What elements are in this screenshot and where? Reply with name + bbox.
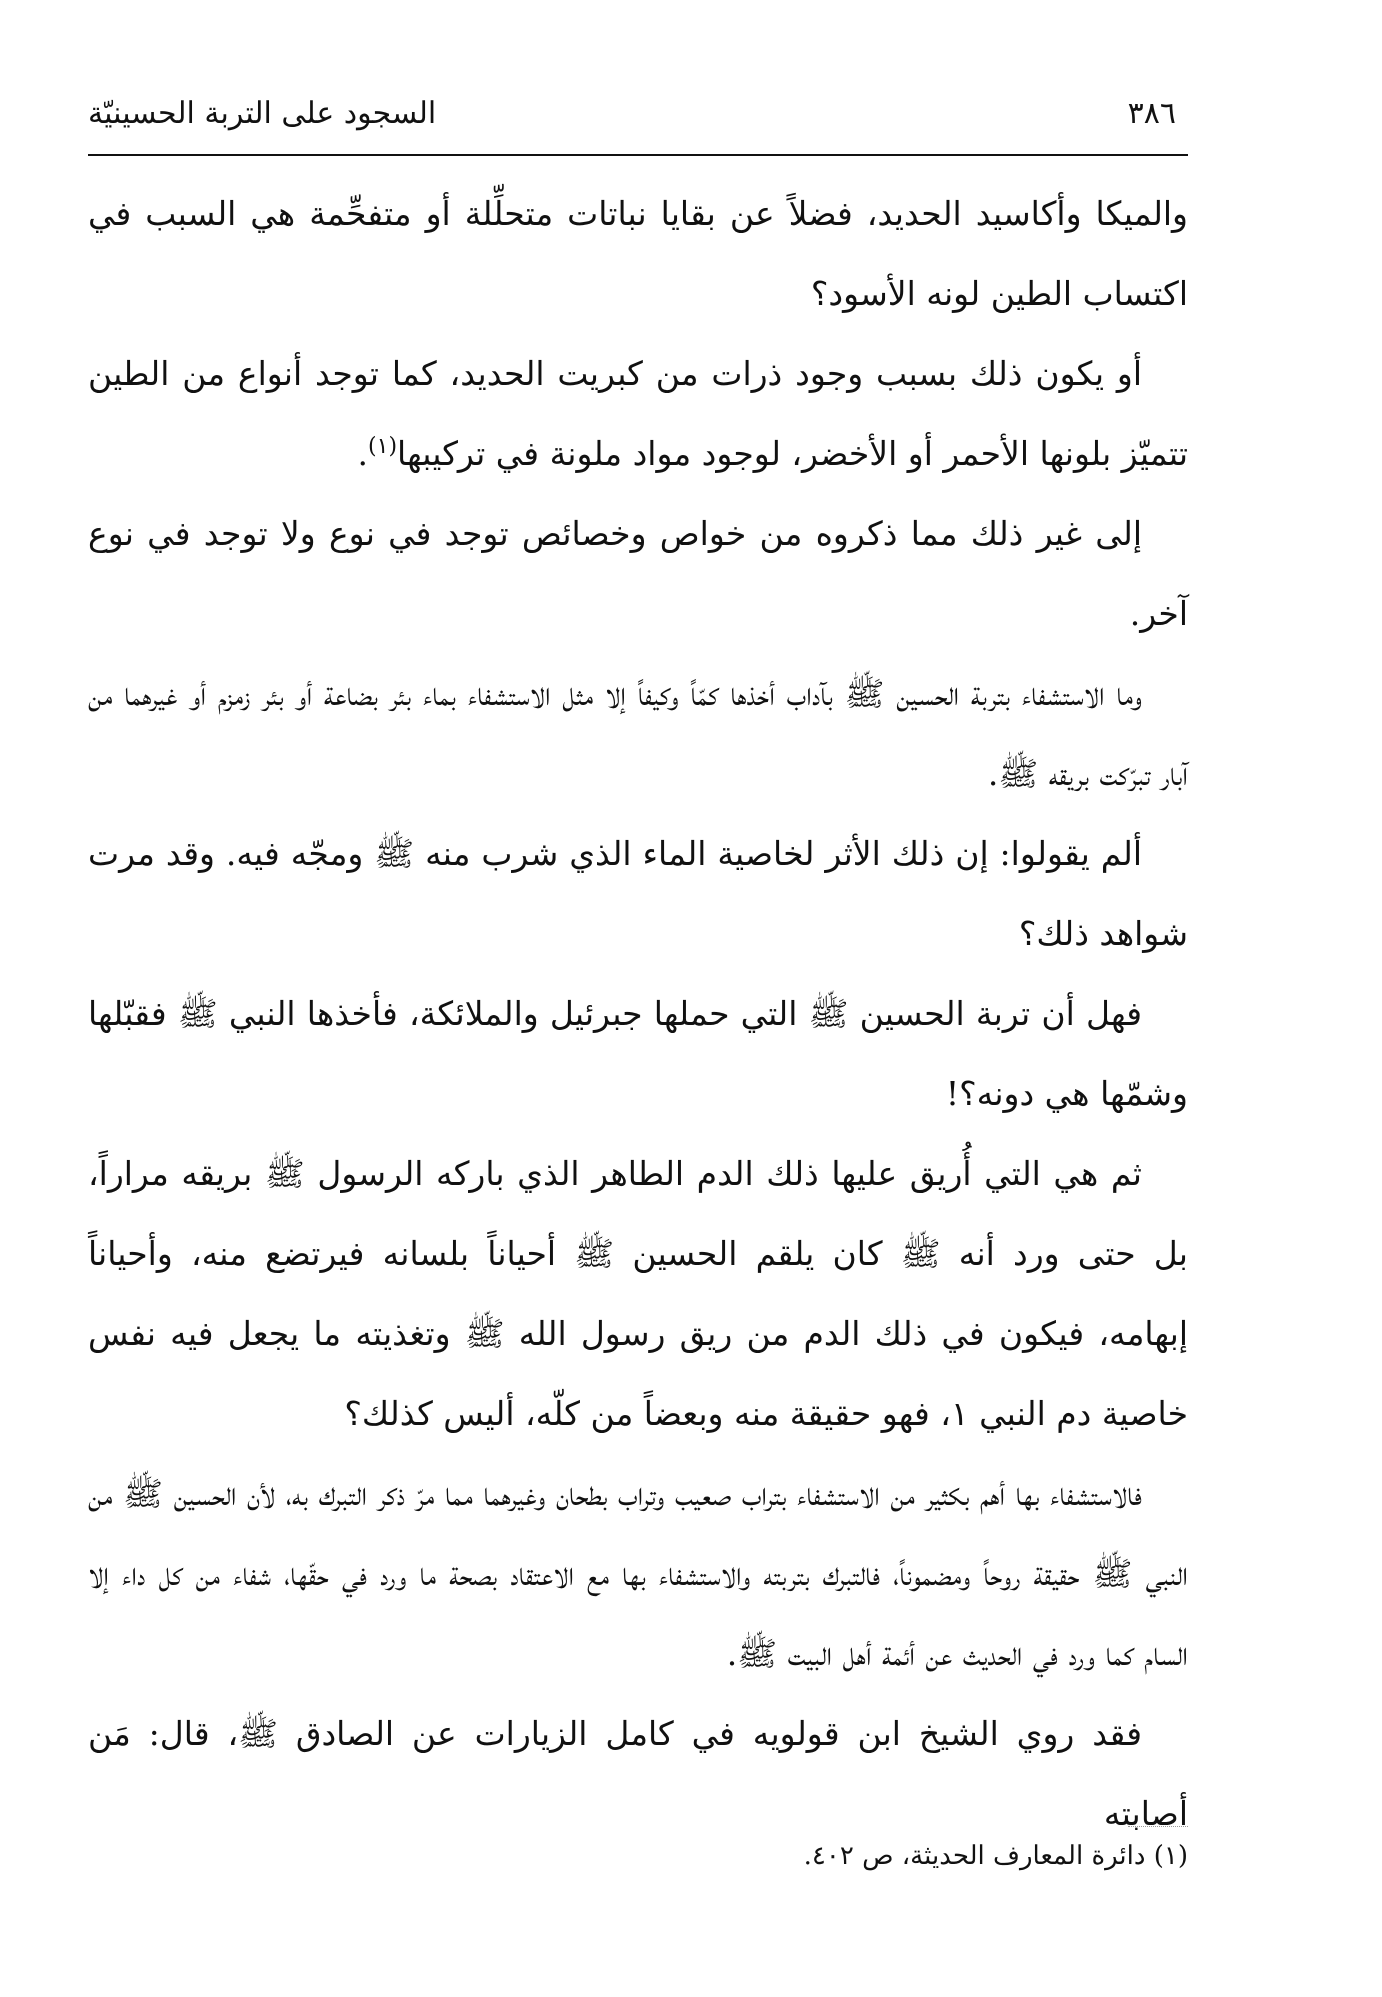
paragraph-7: ثم هي التي أُريق عليها ذلك الدم الطاهر الذي باركه الرسول ﷺ بريقه مراراً، بل حتى ورد أنه ﷺ كان يلقم الحسين ﷺ أحياناً بلسانه فيرتضع منه، وأحياناً إبهامه، فيكون في ذلك الدم من ريق رسول الله ﷺ وتغذيته ما يجعل فيه نفس خاصية دم النبي ١، فهو حقيقة منه وبعضاً من كلّه، أليس كذلك؟ [88,1154,1188,1433]
paragraph-2-end: . [357,434,369,473]
paragraph-2-text: أو يكون ذلك بسبب وجود ذرات من كبريت الحديد، كما توجد أنواع من الطين تتميّز بلونها الأحمر أو الأخضر، لوجود مواد ملونة في تركيبها [88,354,1188,473]
paragraph-1: والميكا وأكاسيد الحديد، فضلاً عن بقايا نباتات متحلِّلة أو متفحِّمة هي السبب في اكتساب الطين لونه الأسود؟ [88,194,1188,313]
paragraph-8: فالاستشفاء بها أهم بكثير من الاستشفاء بتراب صعيب وتراب بطحان وغيرهما مما مرّ ذكر التبرك به، لأن الحسين ﷺ من النبي ﷺ حقيقة روحاً ومضموناً، فالتبرك بتربته والاستشفاء بها مع الاعتقاد بصحة ما ورد في حقّها، شفاء من كل داء إلا السام كما ورد في الحديث عن أئمة أهل البيت ﷺ. [88,1474,1188,1673]
book-page [88,88,1188,1888]
body-text [88,174,1188,1854]
paragraph-5: ألم يقولوا: إن ذلك الأثر لخاصية الماء الذي شرب منه ﷺ ومجّه فيه. وقد مرت شواهد ذلك؟ [88,834,1188,953]
paragraph-4: وما الاستشفاء بتربة الحسين ﷺ بآداب أخذها كمّاً وكيفاً إلا مثل الاستشفاء بماء بئر بضاعة أو بئر زمزم أو غيرهما من آبار تبرّكت بريقه ﷺ. [88,674,1188,793]
page-header [88,88,1188,148]
running-title: السجود على التربة الحسينيّة [88,96,437,131]
paragraph-9: فقد روي الشيخ ابن قولويه في كامل الزيارات عن الصادق ﷺ، قال: مَن أصابته [88,1714,1188,1833]
footnote-rule [1128,1826,1188,1827]
footnote-reference[interactable]: (١) [368,434,398,459]
page-number: ٣٨٦ [1127,96,1176,131]
paragraph-6: فهل أن تربة الحسين ﷺ التي حملها جبرئيل والملائكة، فأخذها النبي ﷺ فقبّلها وشمّها هي دونه؟! [88,994,1188,1113]
paragraph-2 [88,334,1188,494]
header-rule [88,154,1188,156]
footnote: (١) دائرة المعارف الحديثة، ص ٤٠٢. [803,1841,1188,1871]
paragraph-3: إلى غير ذلك مما ذكروه من خواص وخصائص توجد في نوع ولا توجد في نوع آخر. [88,514,1188,633]
